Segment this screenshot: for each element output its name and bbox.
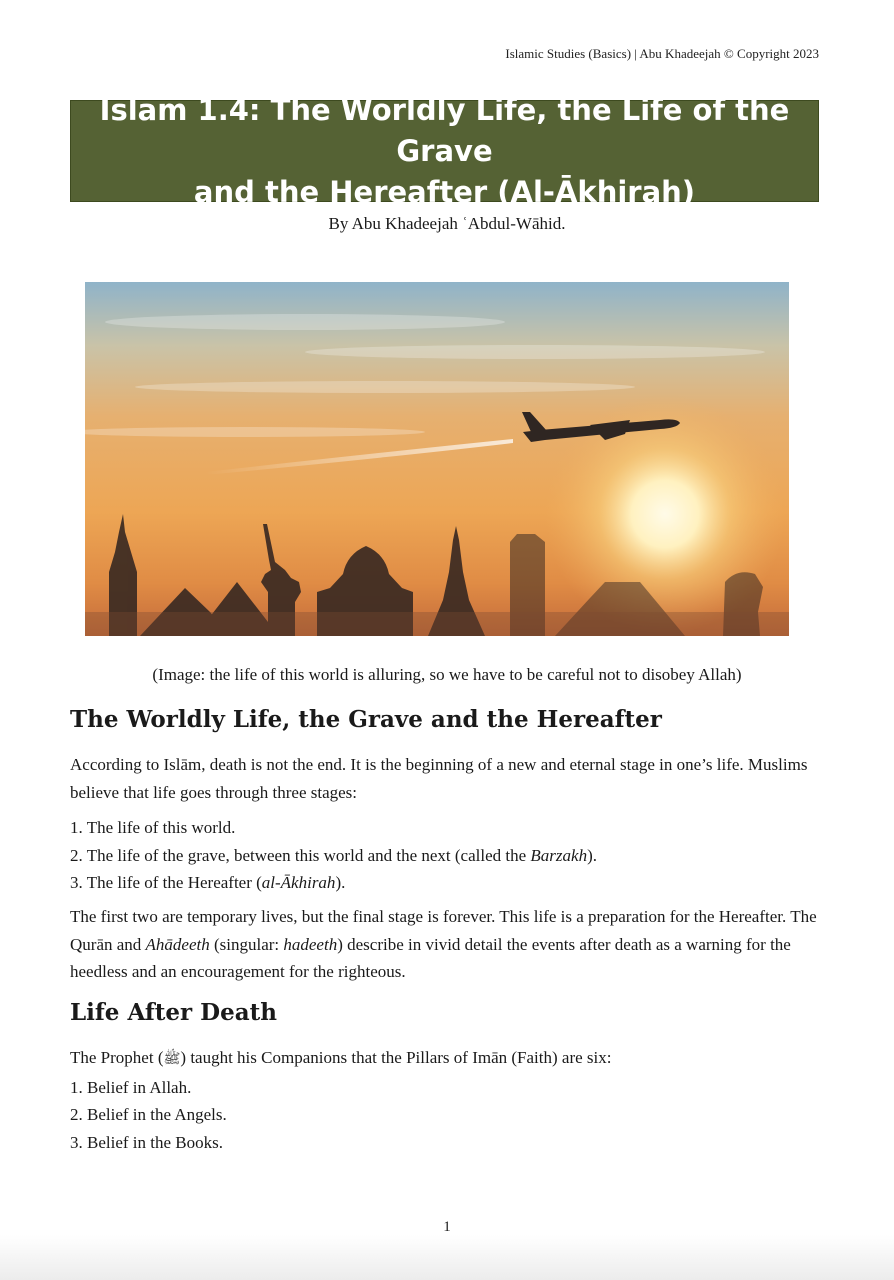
list-item: 2. Belief in the Angels. <box>70 1105 227 1124</box>
list-item: 1. Belief in Allah. <box>70 1077 192 1097</box>
list-item: 1. The life of this world. <box>70 818 236 837</box>
title-banner <box>70 92 819 209</box>
page-number: 1 <box>443 1219 451 1235</box>
section-heading-worldly-life: The Worldly Life, the Grave and the Hereafter <box>70 706 662 733</box>
title-line-1: Islam 1.4: The Worldly Life, the Life of the Grave <box>99 92 790 168</box>
list-item: 3. Belief in the Books. <box>70 1132 223 1152</box>
pillars-section <box>70 1044 830 1156</box>
body-paragraph: The first two are temporary lives, but the final stage is forever. This life is a preparation for the Hereafter. The Qurān and Ahādeeth (singular: hadeeth) describe in vivid detail the events after death as a warning for the heedless and an encouragement for the righteous. <box>70 907 817 981</box>
page-header: Islamic Studies (Basics) | Abu Khadeejah © Copyright 2023 <box>505 46 819 61</box>
section-heading-life-after-death: Life After Death <box>70 999 277 1026</box>
salutation-glyph: ﷺ <box>163 1052 181 1067</box>
list-item: 3. The life of the Hereafter (al-Ākhirah). <box>70 873 346 892</box>
author-byline: By Abu Khadeejah ʿAbdul-Wāhid. <box>328 214 566 233</box>
list-item: 2. The life of the grave, between this world and the next (called the Barzakh). <box>70 845 598 865</box>
stages-list <box>70 814 830 897</box>
image-caption: (Image: the life of this world is alluring, so we have to be careful not to disobey Allah) <box>152 665 742 684</box>
page-title <box>71 90 818 213</box>
hero-image <box>85 282 789 636</box>
page-bottom-shadow <box>0 1235 894 1280</box>
intro-paragraph: According to Islām, death is not the end. It is the beginning of a new and eternal stage in one’s life. Muslims believe that life goes through three stages: <box>70 755 808 802</box>
pillars-intro: The Prophet (ﷺ) taught his Companions that the Pillars of Imān (Faith) are six: <box>70 1048 612 1067</box>
title-line-2: and the Hereafter (Al-Ākhirah) <box>193 174 696 209</box>
